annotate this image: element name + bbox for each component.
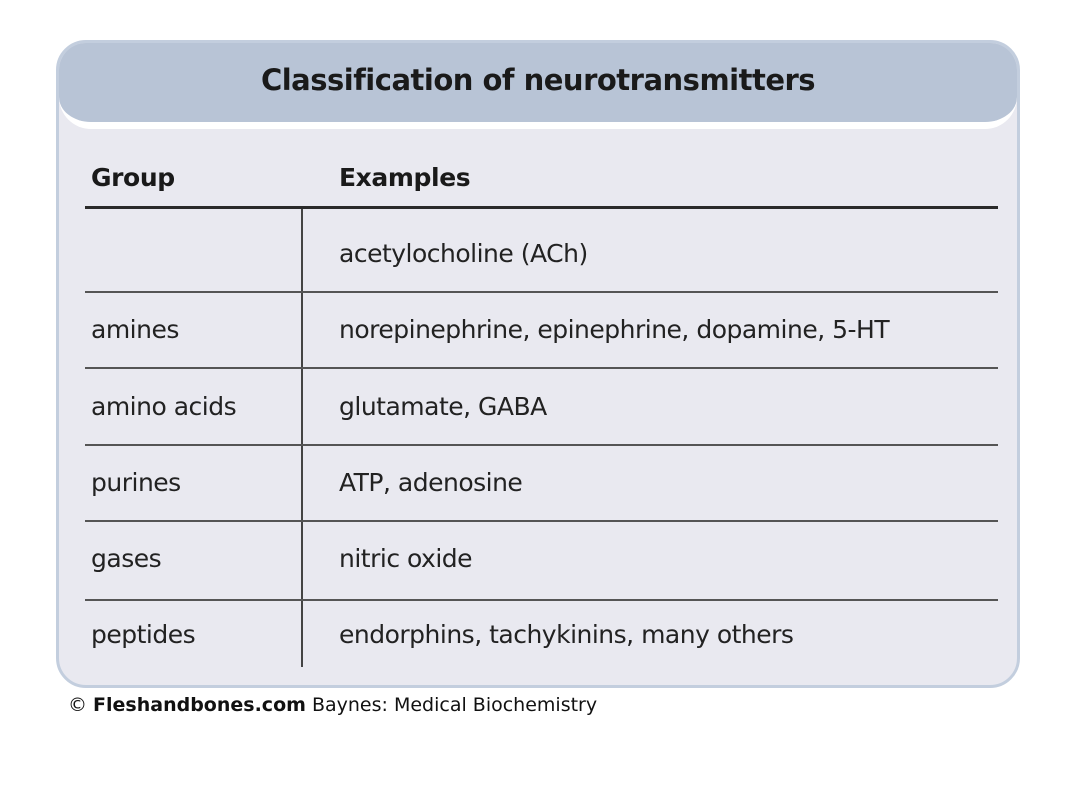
classification-table-card (56, 40, 1020, 688)
row-3-group: amino acids (91, 392, 237, 421)
row-3-examples: glutamate, GABA (339, 392, 547, 421)
row-divider (85, 520, 998, 522)
row-1-examples: acetylocholine (ACh) (339, 239, 588, 268)
header-rule (85, 206, 998, 209)
row-5-examples: nitric oxide (339, 544, 473, 573)
row-2-group: amines (91, 315, 179, 344)
copyright-symbol: © (68, 694, 87, 716)
column-header-examples: Examples (339, 163, 471, 192)
table-title-band (59, 43, 1017, 129)
row-5-group: gases (91, 544, 162, 573)
credit-site: Fleshandbones.com (93, 694, 306, 716)
source-credit (68, 694, 597, 716)
column-header-group: Group (91, 163, 175, 192)
row-4-examples: ATP, adenosine (339, 468, 523, 497)
table-title: Classification of neurotransmitters (260, 63, 816, 97)
credit-source: Baynes: Medical Biochemistry (311, 694, 598, 716)
row-divider (85, 599, 998, 601)
row-6-examples: endorphins, tachykinins, many others (339, 620, 794, 649)
row-divider (85, 291, 998, 293)
row-4-group: purines (91, 468, 181, 497)
row-divider (85, 444, 998, 446)
row-divider (85, 367, 998, 369)
row-6-group: peptides (91, 620, 196, 649)
row-2-examples: norepinephrine, epinephrine, dopamine, 5-HT (339, 315, 890, 344)
